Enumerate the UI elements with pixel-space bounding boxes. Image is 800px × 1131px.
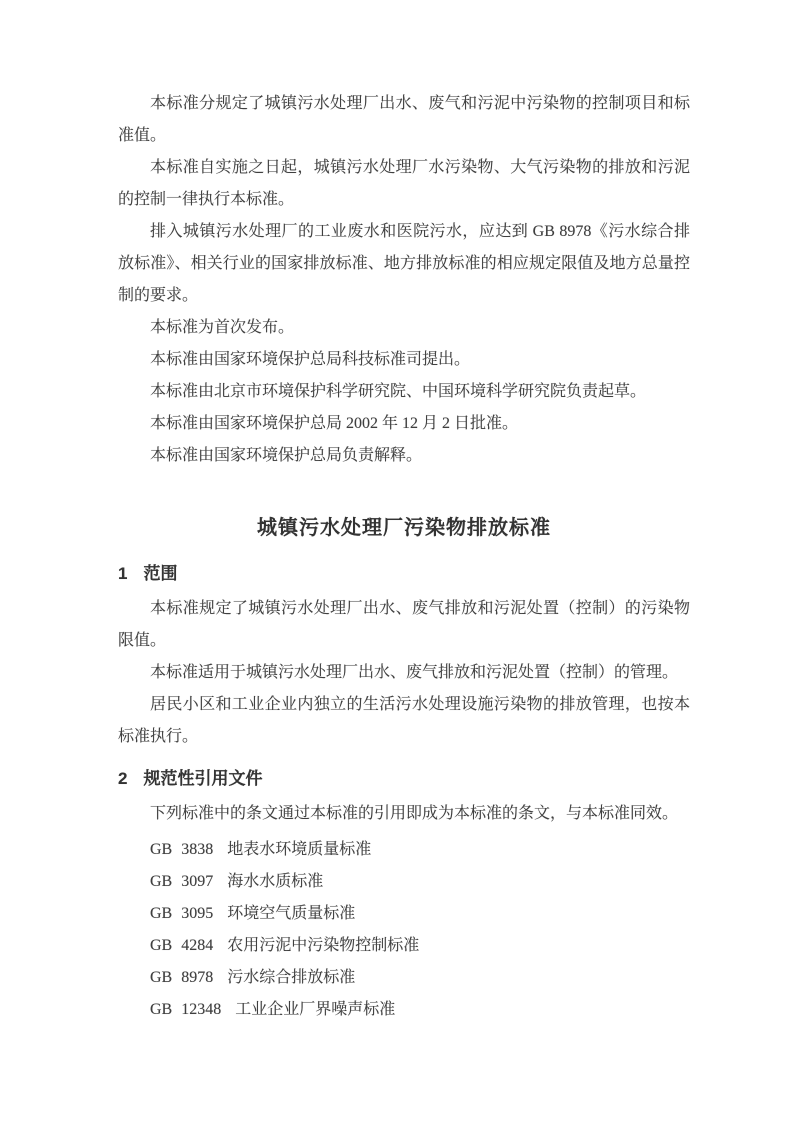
reference-item <box>150 930 690 962</box>
reference-list <box>150 834 690 1026</box>
reference-name: 农用污泥中污染物控制标准 <box>227 937 420 954</box>
section-2-title: 规范性引用文件 <box>143 769 263 788</box>
preamble-paragraph: 本标准由国家环境保护总局科技标准司提出。 <box>150 351 471 368</box>
reference-code: GB 4284 <box>150 937 214 954</box>
reference-code: GB 3095 <box>150 905 214 922</box>
reference-code: GB 12348 <box>150 1001 222 1018</box>
section-normative-references <box>118 764 690 1026</box>
section-1-title: 范围 <box>143 564 178 583</box>
preamble <box>118 88 690 472</box>
section-2-number: 2 <box>118 769 128 788</box>
reference-code: GB 3838 <box>150 841 214 858</box>
section-scope <box>118 559 690 753</box>
section-1-paragraph: 居民小区和工业企业内独立的生活污水处理设施污染物的排放管理，也按本标准执行。 <box>118 696 690 745</box>
section-1-number: 1 <box>118 564 128 583</box>
section-1-paragraph: 本标准适用于城镇污水处理厂出水、废气排放和污泥处置（控制）的管理。 <box>150 664 679 681</box>
reference-name: 海水水质标准 <box>227 873 324 890</box>
section-1-heading <box>118 559 690 589</box>
preamble-paragraph: 本标准由北京市环境保护科学研究院、中国环境科学研究院负责起草。 <box>150 383 647 400</box>
reference-name: 污水综合排放标准 <box>227 969 356 986</box>
section-1-paragraph: 本标准规定了城镇污水处理厂出水、废气排放和污泥处置（控制）的污染物限值。 <box>118 600 690 649</box>
reference-item <box>150 898 690 930</box>
reference-code: GB 3097 <box>150 873 214 890</box>
reference-item <box>150 994 690 1026</box>
reference-name: 环境空气质量标准 <box>227 905 356 922</box>
reference-item <box>150 866 690 898</box>
document-title: 城镇污水处理厂污染物排放标准 <box>257 517 551 539</box>
preamble-paragraph: 本标准分规定了城镇污水处理厂出水、废气和污泥中污染物的控制项目和标准值。 <box>118 95 690 144</box>
reference-name: 地表水环境质量标准 <box>227 841 372 858</box>
preamble-paragraph: 本标准由国家环境保护总局 2002 年 12 月 2 日批准。 <box>150 415 519 432</box>
section-2-paragraph: 下列标准中的条文通过本标准的引用即成为本标准的条文，与本标准同效。 <box>150 805 679 822</box>
preamble-paragraph: 本标准由国家环境保护总局负责解释。 <box>150 447 423 464</box>
section-2-heading <box>118 764 690 794</box>
reference-name: 工业企业厂界噪声标准 <box>235 1001 396 1018</box>
preamble-paragraph: 本标准为首次发布。 <box>150 319 295 336</box>
reference-item <box>150 962 690 994</box>
preamble-paragraph: 本标准自实施之日起，城镇污水处理厂水污染物、大气污染物的排放和污泥的控制一律执行本标准。 <box>118 159 690 208</box>
preamble-paragraph: 排入城镇污水处理厂的工业废水和医院污水，应达到 GB 8978《污水综合排放标准》、相关行业的国家排放标准、地方排放标准的相应规定限值及地方总量控制的要求。 <box>118 223 690 304</box>
reference-item <box>150 834 690 866</box>
reference-code: GB 8978 <box>150 969 214 986</box>
